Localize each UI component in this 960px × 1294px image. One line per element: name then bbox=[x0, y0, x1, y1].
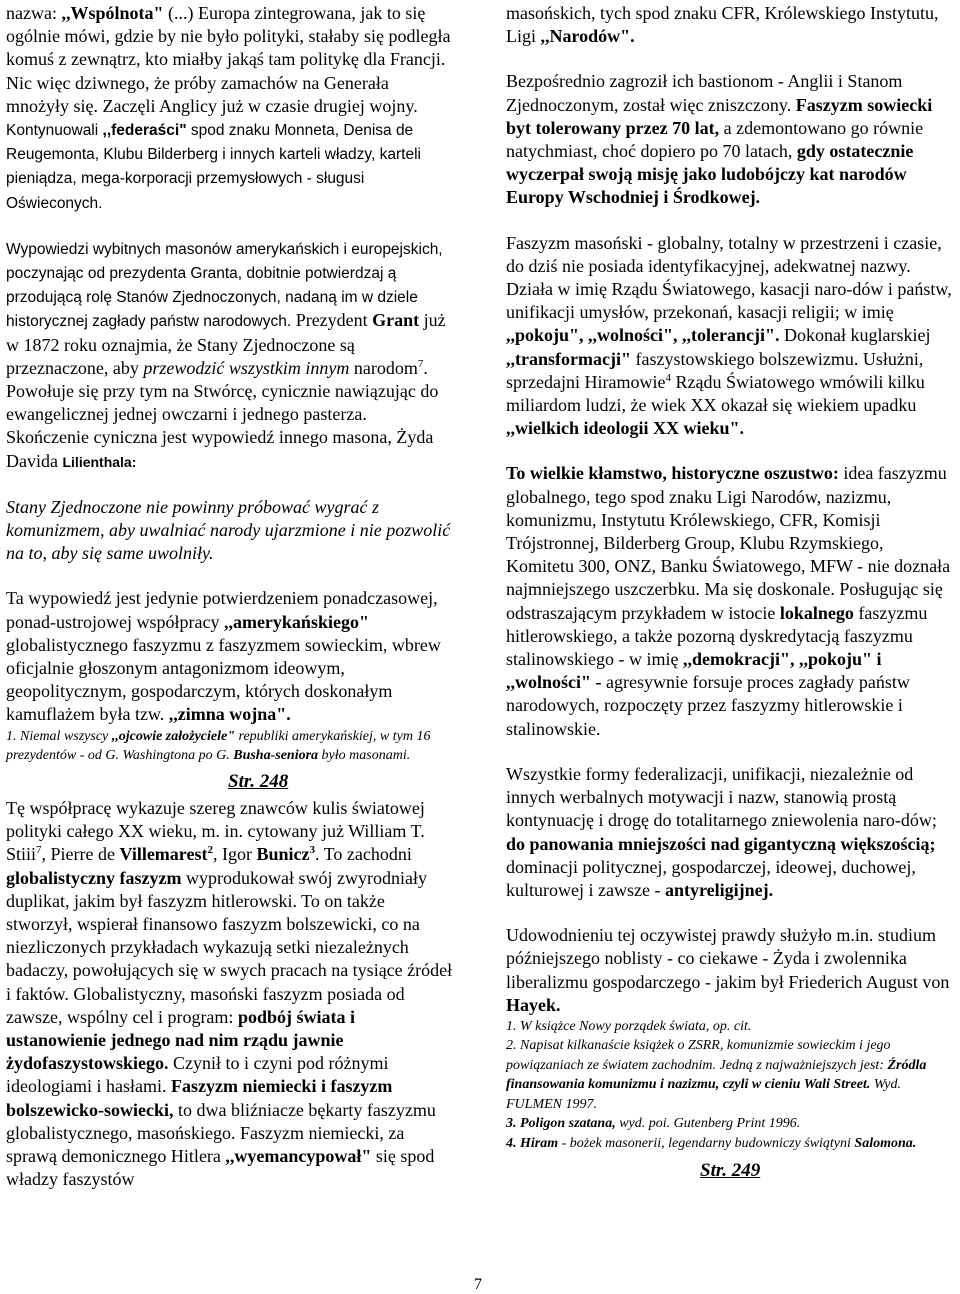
text: narodom bbox=[349, 357, 418, 378]
text: (...) Europa zintegrowana, jak to się ogólnie mówi, gdzie by nie było polityki, stałaby się podległa komuś z zewnątrz, kto miałby jakąś tam politykę dla Francji. bbox=[6, 3, 451, 70]
left-paragraph-3 bbox=[6, 587, 454, 726]
right-paragraph-4 bbox=[506, 462, 952, 740]
text-bold: ,,transformacji" bbox=[506, 348, 631, 369]
left-paragraph-2 bbox=[6, 237, 454, 474]
text: Dokonał kuglarskiej bbox=[779, 325, 931, 346]
text: masońskich, tych spod znaku CFR, Królewskiego Instytutu, Ligi bbox=[506, 3, 939, 47]
right-footnote-1: 1. W książce Nowy porządek świata, op. cit. bbox=[506, 1018, 752, 1034]
text-bold: Grant bbox=[372, 310, 420, 331]
page-reference-249: Str. 249 bbox=[700, 1160, 761, 1182]
text: Kontynuowali bbox=[6, 122, 103, 140]
text-bold: ,,wyemancypował" bbox=[225, 1145, 372, 1166]
text-bold: antyreligijnej. bbox=[664, 879, 774, 900]
page-number: 7 bbox=[474, 1276, 482, 1293]
left-column bbox=[6, 2, 454, 1191]
text: . To zachodni bbox=[314, 844, 412, 865]
text: było masonami. bbox=[318, 748, 411, 764]
text: dominacji politycznej, gospodarczej, ideowej, duchowej, kulturowej i zawsze - bbox=[506, 856, 916, 900]
right-paragraph-2 bbox=[506, 70, 952, 209]
text: Ta wypowiedź jest jedynie potwierdzeniem ponadczasowej, ponad-ustrojowej współpracy bbox=[6, 588, 438, 632]
footnote-ref: 3 bbox=[309, 844, 315, 857]
text-bold: Salomona. bbox=[854, 1135, 917, 1151]
right-paragraph-6 bbox=[506, 924, 952, 1017]
text-bold: Źródla finansowania komunizmu i nazizmu, czyli w cieniu Wali Street. bbox=[506, 1057, 927, 1093]
text: - bożek masonerii, legendarny budowniczy świątyni bbox=[558, 1135, 855, 1151]
footnote-ref: 7 bbox=[36, 844, 42, 857]
text-bold: ,,demokracji", ,,pokoju" i ,,wolności" - bbox=[506, 649, 882, 693]
text: idea faszyzmu globalnego, tego spod znaku Ligi Narodów, nazizmu, komunizmu, Instytutu Królewskiego, CFR, Komisji Trójstronnej, Bilderberg Group, Klubu Rzymskiego, Komitetu 300, ONZ, Banku Światowego, MFW - nie doznała najmniejszego uszczerbku. Ma się doskonale. Posługując się odstraszającym przykładem w istocie bbox=[506, 463, 951, 623]
text: Prezydent bbox=[291, 310, 373, 331]
text-italic: przewodzić wszystkim innym bbox=[143, 357, 350, 378]
footnote-ref: 2 bbox=[207, 844, 213, 857]
right-paragraph-3 bbox=[506, 232, 952, 441]
right-footnote-3 bbox=[506, 1114, 952, 1134]
text: globalistycznego faszyzmu z faszyzmem sowieckim, wbrew oficjalnie głoszonym antagonizmom ideowym, geopolitycznym, gospodarczym, których doskonałym kamuflażem była tzw. bbox=[6, 634, 441, 725]
left-footnote-1 bbox=[6, 727, 454, 766]
text-bold: ,,amerykańskiego" bbox=[223, 611, 369, 632]
text: Rządu Światowego wmówili kilku miliardom ludzi, że wiek XX okazał się wiekiem upadku bbox=[506, 371, 925, 416]
text-bold: lokalnego bbox=[779, 602, 854, 623]
text-bold: ,,wielkich ideologii XX wieku". bbox=[506, 418, 745, 439]
text: Wszystkie formy federalizacji, unifikacji, niezależnie od innych werbalnych motywacji i nazw, stanowią prostą kontynuację i drogę do totalitarnego zniewolenia naro-dów; bbox=[506, 763, 937, 831]
text: Nic więc dziwnego, że próby zamachów na Generała mnożyły się. Zaczęli Anglicy już w czasie drugiej wojny. bbox=[6, 72, 418, 116]
text-bold: ,,pokoju", ,,wolności", ,,tolerancji". bbox=[506, 325, 780, 346]
right-footnote-4 bbox=[506, 1134, 952, 1154]
page-reference-248: Str. 248 bbox=[228, 770, 289, 792]
text-bold: Lilienthala: bbox=[62, 453, 137, 470]
text: , Igor bbox=[212, 844, 257, 865]
text-bold: ,,Narodów". bbox=[540, 26, 635, 47]
text: Bezpośrednio zagroził ich bastionom - Anglii i Stanom Zjednoczonym, został więc zniszczony. bbox=[506, 71, 903, 115]
text: wyprodukował swój zwyrodniały duplikat, jakim był faszyzm hitlerowski. To on także stworzył, wspierał finansowo faszyzm bolszewicki, co na niezliczonych przykładach wykazują setki niezależnych badaczy, powołujących się w swych pracach na tysiące źródeł i faktów. Globalistyczny, masoński faszyzm posiada od zawsze, wspólny cel i program: bbox=[6, 867, 453, 1027]
text-bold: Faszyzm niemiecki i faszyzm bolszewicko-sowiecki, bbox=[6, 1076, 393, 1120]
text: republiki amerykańskiej, w tym 16 prezydentów - od G. Washingtona po G. bbox=[6, 728, 431, 764]
text: faszyzmu hitlerowskiego, a także pozorną dyskredytacją faszyzmu stalinowskiego - w imię bbox=[506, 602, 928, 670]
text: Tę współpracę wykazuje szereg znawców kulis światowej polityki całego XX wieku, m. in. cytowany już William T. Stiii bbox=[6, 797, 425, 865]
quote-text: Stany Zjednoczone nie powinny próbować wygrać z komunizmem, aby uwalniać narody ujarzmione i nie pozwolić na to, aby się same uwolniły. bbox=[6, 496, 451, 564]
text-bold: 4. Hiram bbox=[506, 1135, 559, 1151]
text-bold: To wielkie kłamstwo, historyczne oszustwo: bbox=[506, 463, 839, 484]
text: nazwa: bbox=[6, 3, 62, 23]
text: to dwa bliźniacze bękarty faszyzmu globalistycznego, masońskiego. Faszyzm niemiecki, za sprawą demonicznego Hitlera bbox=[6, 1099, 436, 1166]
text-bold: Busha-seniora bbox=[233, 748, 319, 764]
text-bold: ,,zimna wojna". bbox=[168, 704, 291, 725]
text: 2. Napisat kilkanaście książek o ZSRR, komunizmie sowieckim i jego powiązaniach ze światem zachodnim. Jedną z najważniejszych jest: bbox=[506, 1038, 891, 1073]
text-bold: Hayek. bbox=[506, 994, 561, 1015]
text: spod znaku Monneta, Denisa de Reugemonta, Klubu Bilderberg i innych karteli władzy, karteli pieniądza, mega-korporacji przemysłowych - sługusi Oświeconych. bbox=[6, 122, 421, 212]
text: już w 1872 roku oznajmia, że Stany Zjednoczone są przeznaczone, aby bbox=[6, 310, 446, 378]
text: Udowodnieniu tej oczywistej prawdy służyło m.in. studium późniejszego noblisty - co ciekawe - Żyda i zwolennika liberalizmu gospodarczego - jakim był Friederich August von bbox=[506, 925, 950, 992]
text: Wyd. FULMEN 1997. bbox=[506, 1077, 901, 1112]
text: . Powołuje się przy tym na Stwórcę, cynicznie nawiązując do ewangelicznej jednej owczarni i jednego pasterza. Skończenie cyniczna jest wypowiedź innego masona, Żyda Davida bbox=[6, 357, 439, 471]
right-column bbox=[506, 2, 952, 1187]
text: , Pierre de bbox=[41, 844, 120, 865]
right-paragraph-5 bbox=[506, 763, 952, 902]
text-bold: do panowania mniejszości nad gigantyczną większością; bbox=[506, 833, 936, 854]
text-bold: ,,Wspólnota" bbox=[61, 3, 164, 23]
text-bold: podbój świata i ustanowienie jednego nad nim rządu jawnie żydofaszystowskiego. bbox=[6, 1006, 355, 1074]
left-quote bbox=[6, 496, 454, 566]
text-bold: 3. Poligon szatana, bbox=[506, 1116, 616, 1132]
text: Faszyzm masoński - globalny, totalny w przestrzeni i czasie, do dziś nie posiada identyfikacyjnej, adekwatnej nazwy. Działa w imię Rządu Światowego, kasacji naro-dów i państw, unifikacji umysłów, przekonań, kasacji religii; w imię bbox=[506, 232, 952, 323]
text: się spod władzy faszystów bbox=[6, 1145, 435, 1190]
right-footnote-2 bbox=[506, 1036, 952, 1114]
footnote-ref: 4 bbox=[665, 371, 671, 384]
text-bold: Bunicz bbox=[256, 844, 310, 865]
text-bold: gdy ostatecznie wyczerpał swoją misję jako ludobójczy kat narodów Europy Wschodniej i Środkowej. bbox=[506, 141, 914, 208]
text-bold: globalistyczny faszyzm bbox=[6, 867, 182, 888]
text-bold: Faszyzm sowiecki byt tolerowany przez 70 lat, bbox=[506, 94, 933, 138]
footnote-ref: 7 bbox=[417, 357, 424, 370]
text: 1. Niemal wszyscy bbox=[6, 728, 112, 744]
text-bold: ,,federaści" bbox=[102, 122, 187, 140]
right-paragraph-1 bbox=[506, 2, 952, 48]
text: wyd. poi. Gutenberg Print 1996. bbox=[615, 1116, 801, 1132]
text-bold: ,,ojcowie założyciele" bbox=[111, 728, 236, 744]
left-paragraph-1 bbox=[6, 2, 454, 215]
text: a zdemontowano go równie natychmiast, choć dopiero po 70 latach, bbox=[506, 117, 924, 162]
text: faszystowskiego bolszewizmu. Usłużni, sprzedajni Hiramowie bbox=[506, 348, 924, 392]
text: Czynił to i czyni pod różnymi ideologiami i hasłami. bbox=[6, 1053, 389, 1097]
text-bold: Villemarest bbox=[119, 844, 208, 865]
text: Wypowiedzi wybitnych masonów amerykańskich i europejskich, poczynając od prezydenta Granta, dobitnie potwierdzaj ą przodującą rolę Stanów Zjednoczonych, nadaną im w dziele historycznej zagłady państw narodowych. bbox=[6, 240, 443, 331]
text: agresywnie forsuje proces zagłady państw narodowych, rozpoczęty przez faszyzmy hitlerowskie i stalinowskie. bbox=[506, 672, 910, 739]
left-paragraph-4 bbox=[6, 797, 454, 1191]
